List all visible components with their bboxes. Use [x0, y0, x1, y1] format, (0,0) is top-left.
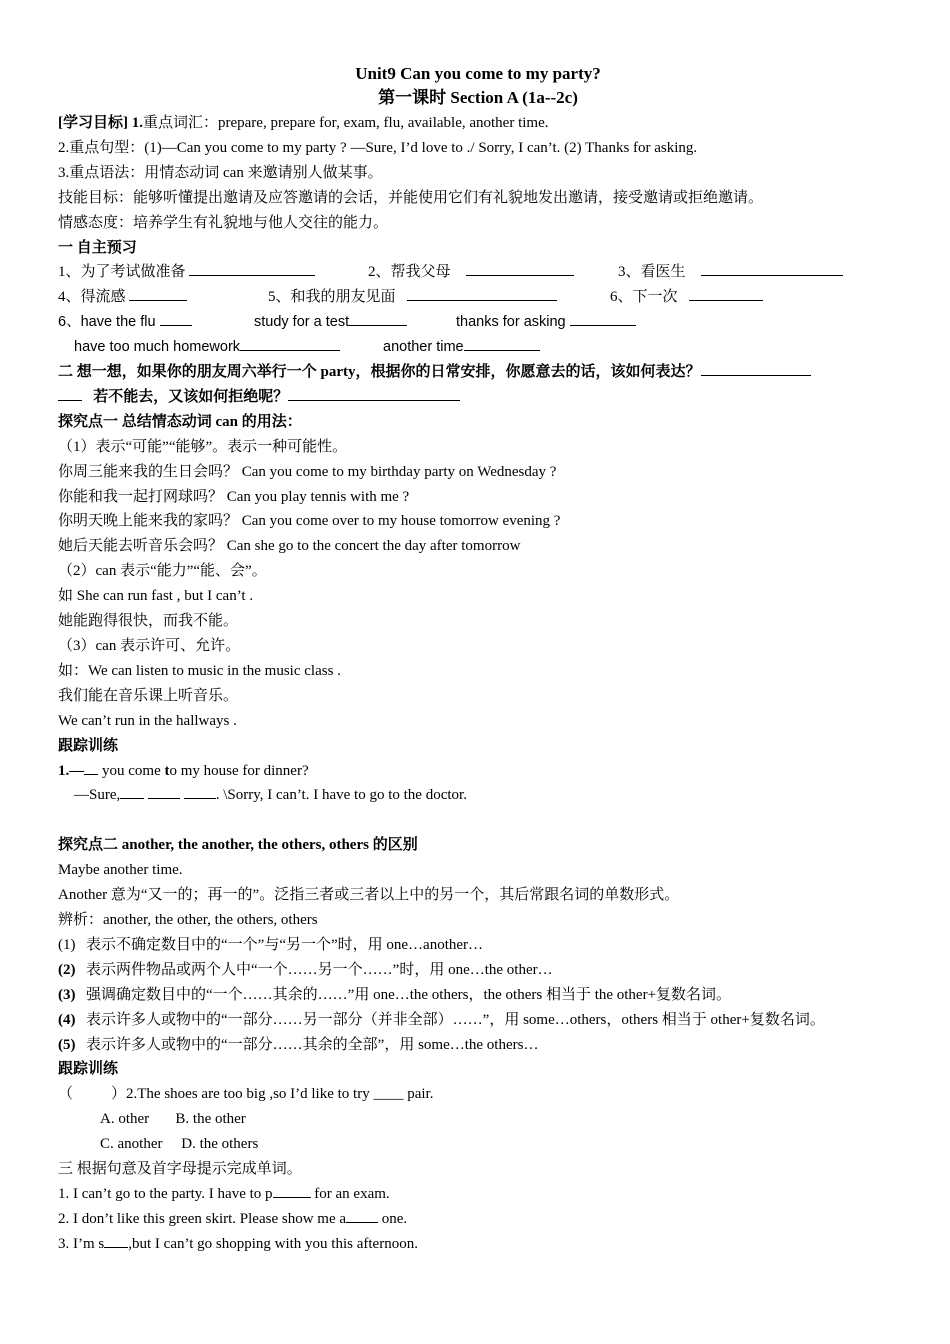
answer-blank[interactable] [701, 360, 811, 376]
objectives-skill: 技能目标：能够听懂提出邀请及应答邀请的会话，并能使用它们有礼貌地发出邀请，接受邀请或拒绝邀请。 [58, 189, 764, 206]
objectives-vocab: [学习目标] 1.重点词汇：prepare, prepare for, exam, flu, available, another time. [58, 115, 549, 131]
explore2-line: 辨析：another, the other, the others, others [58, 912, 318, 929]
answer-blank[interactable] [570, 310, 636, 326]
explore1-line: 你能和我一起打网球吗？ Can you play tennis with me ? [58, 488, 410, 505]
explore1-line: We can’t run in the hallways . [58, 712, 237, 729]
answer-blank[interactable] [129, 285, 187, 301]
spacer [58, 808, 898, 833]
answer-blank[interactable] [160, 310, 192, 326]
preview-heading: 一 自主预习 [58, 239, 137, 256]
practice2-options-row: C. another D. the others [100, 1136, 259, 1153]
rule-item: (1) 表示不确定数目中的“一个”与“另一个”时，用 one…another… [58, 936, 484, 953]
answer-blank[interactable] [689, 285, 763, 301]
section3-item: 1. I can’t go to the party. I have to p for an exam. [58, 1182, 898, 1207]
answer-blank[interactable] [148, 783, 180, 799]
practice2-heading: 跟踪训练 [58, 1061, 119, 1078]
answer-blank[interactable] [349, 310, 407, 326]
explore1-line: （1）表示“可能”“能够”。表示一种可能性。 [58, 438, 348, 455]
explore1-line: （2）can 表示“能力”“能、会”。 [58, 563, 267, 580]
answer-blank[interactable] [346, 1207, 378, 1223]
preview-row-1: 1、为了考试做准备 2、帮我父母 3、看医生 [58, 260, 898, 285]
explore2-line: Another 意为“又一的；再一的”。泛指三者或三者以上中的另一个，其后常跟名词的单数形式。 [58, 887, 680, 904]
preview-row-2: 4、得流感 5、和我的朋友见面 6、下一次 [58, 285, 898, 310]
explore1-line: 我们能在音乐课上听音乐。 [58, 687, 239, 704]
practice1-heading: 跟踪训练 [58, 737, 119, 754]
answer-blank[interactable] [84, 759, 98, 775]
practice2-question: （ ）2.The shoes are too big ,so I’d like to try ____ pair. [58, 1086, 434, 1103]
objectives-grammar: 3.重点语法：用情态动词 can 来邀请别人做某事。 [58, 164, 383, 181]
answer-blank[interactable] [288, 385, 460, 401]
objectives-attitude: 情感态度：培养学生有礼貌地与他人交往的能力。 [58, 214, 389, 231]
answer-blank[interactable] [58, 385, 82, 401]
answer-blank[interactable] [466, 260, 574, 276]
practice1-answer: —Sure, . \Sorry, I can’t. I have to go to the doctor. [58, 783, 898, 808]
answer-blank[interactable] [464, 335, 540, 351]
explore1-line: 如 She can run fast , but I can’t . [58, 588, 254, 605]
explore1-line: （3）can 表示许可、允许。 [58, 637, 241, 654]
explore2-line: Maybe another time. [58, 862, 183, 879]
rule-item: (3) 强调确定数目中的“一个……其余的……”用 one…the others，the others 相当于 the other+复数名词。 [58, 986, 732, 1003]
worksheet-page [58, 62, 898, 1257]
explore1-line: 你明天晚上能来我的家吗？ Can you come over to my house tomorrow evening ? [58, 513, 561, 530]
page-title: Unit9 Can you come to my party? [355, 64, 601, 83]
explore1-line: 她能跑得很快，而我不能。 [58, 613, 239, 630]
rule-item: (5) 表示许多人或物中的“一部分……其余的全部”，用 some…the others… [58, 1036, 539, 1053]
explore1-line: 她后天能去听音乐会吗？ Can she go to the concert the day after tomorrow [58, 538, 521, 555]
answer-blank[interactable] [189, 260, 315, 276]
think-line-1: 二 想一想，如果你的朋友周六举行一个 party，根据你的日常安排，你愿意去的话，该如何表达？ [58, 360, 898, 385]
answer-blank[interactable] [104, 1232, 128, 1248]
practice2-options-row: A. other B. the other [100, 1111, 246, 1128]
think-line-2: 若不能去，又该如何拒绝呢？ [58, 385, 898, 410]
rule-item: (2) 表示两件物品或两个人中“一个……另一个……”时，用 one…the other… [58, 961, 553, 978]
objectives-label: [学习目标] 1. [58, 115, 143, 131]
explore1-line: 如：We can listen to music in the music class . [58, 662, 341, 679]
page-subtitle: 第一课时 Section A (1a--2c) [378, 88, 578, 107]
explore1-heading: 探究点一 总结情态动词 can 的用法： [58, 413, 302, 430]
explore1-line: 你周三能来我的生日会吗？ Can you come to my birthday party on Wednesday ? [58, 463, 557, 480]
answer-blank[interactable] [407, 285, 557, 301]
section3-item: 2. I don’t like this green skirt. Please show me a one. [58, 1207, 898, 1232]
answer-blank[interactable] [240, 335, 340, 351]
preview-row-4: have too much homework another time [58, 335, 898, 360]
explore2-heading: 探究点二 another, the another, the others, others 的区别 [58, 837, 418, 854]
section3-item: 3. I’m s ,but I can’t go shopping with you this afternoon. [58, 1232, 898, 1257]
answer-blank[interactable] [273, 1182, 311, 1198]
answer-blank[interactable] [120, 783, 144, 799]
answer-blank[interactable] [701, 260, 843, 276]
section3-heading: 三 根据句意及首字母提示完成单词。 [58, 1161, 302, 1178]
objectives-sentences: 2.重点句型：(1)—Can you come to my party ? —Sure, I’d love to ./ Sorry, I can’t. (2) Thanks for asking. [58, 139, 698, 156]
answer-blank[interactable] [184, 783, 216, 799]
rule-item: (4) 表示许多人或物中的“一部分……另一部分（并非全部）……”，用 some…others，others 相当于 other+复数名词。 [58, 1011, 825, 1028]
preview-row-3: 6、have the flu study for a test thanks for asking [58, 310, 898, 335]
practice1-question: 1.— you come to my house for dinner? [58, 759, 898, 784]
